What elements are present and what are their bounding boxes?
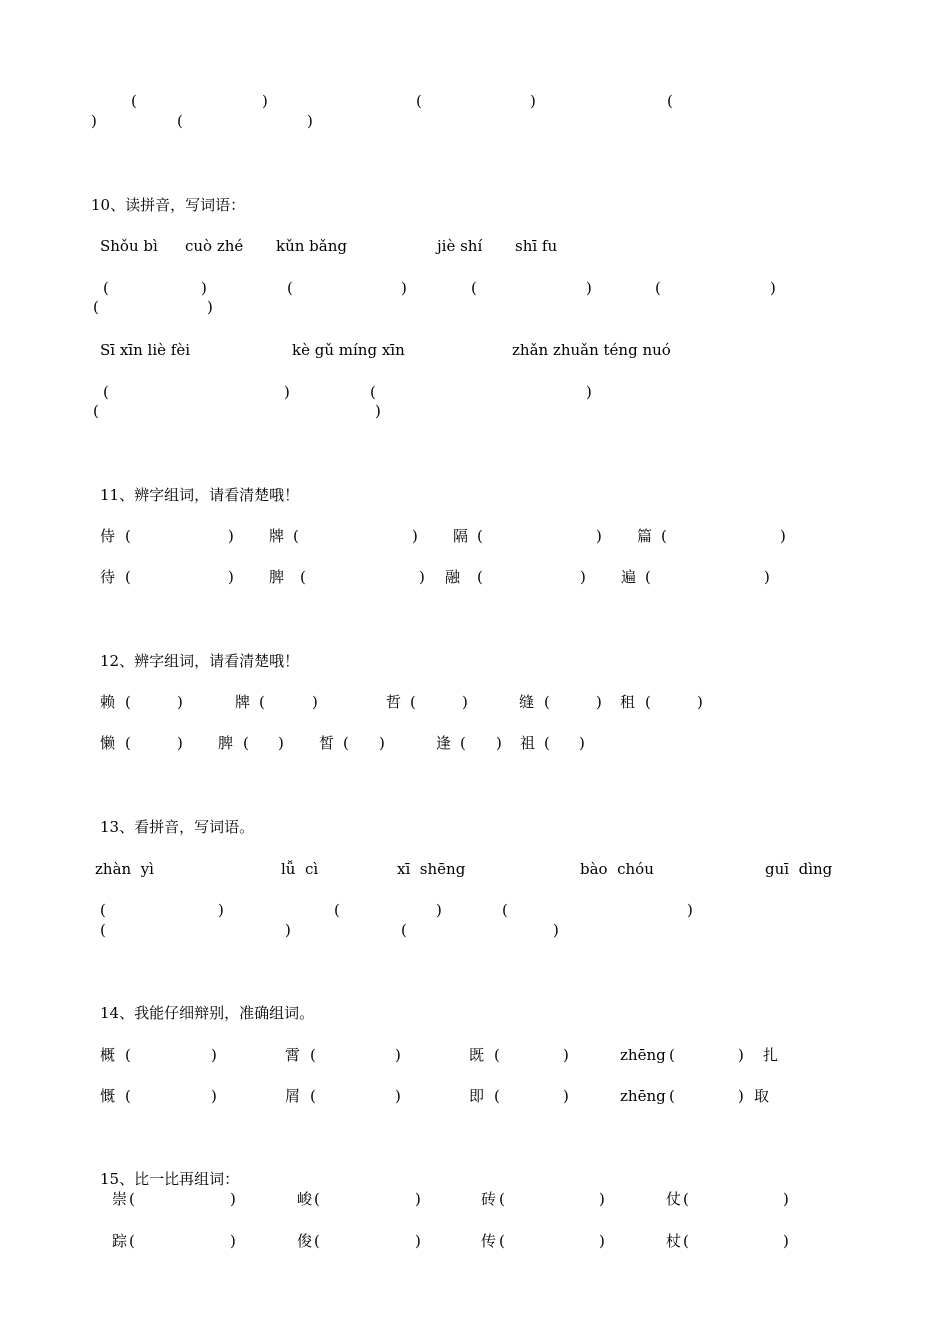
paren-open: ( bbox=[177, 112, 183, 130]
char: 脾 bbox=[269, 568, 285, 586]
pinyin: Sī xīn liè fèi bbox=[100, 341, 190, 359]
paren-open: ( bbox=[645, 568, 651, 586]
char: 仗 bbox=[666, 1190, 682, 1208]
question-title: 13、看拼音，写词语。 bbox=[100, 818, 255, 836]
char: 侍 bbox=[100, 527, 116, 545]
paren-close: ) bbox=[379, 734, 385, 752]
paren-close: ) bbox=[312, 693, 318, 711]
pinyin: jiè shí bbox=[437, 237, 483, 255]
paren-open: ( bbox=[293, 527, 299, 545]
char: 隔 bbox=[453, 527, 469, 545]
char: 皙 bbox=[319, 734, 335, 752]
char: 扎 bbox=[763, 1046, 779, 1064]
paren-open: ( bbox=[502, 901, 508, 919]
paren-open: ( bbox=[544, 734, 550, 752]
paren-close: ) bbox=[211, 1046, 217, 1064]
char: 踪 bbox=[112, 1232, 128, 1250]
paren-open: ( bbox=[100, 921, 106, 939]
paren-close: ) bbox=[284, 383, 290, 401]
paren-close: ) bbox=[307, 112, 313, 130]
paren-open: ( bbox=[494, 1046, 500, 1064]
pinyin: xī shēng bbox=[397, 860, 466, 878]
char: 霄 bbox=[285, 1046, 301, 1064]
paren-open: ( bbox=[314, 1232, 320, 1250]
paren-close: ) bbox=[496, 734, 502, 752]
char: 俊 bbox=[297, 1232, 313, 1250]
paren-close: ) bbox=[278, 734, 284, 752]
paren-open: ( bbox=[314, 1190, 320, 1208]
paren-close: ) bbox=[563, 1046, 569, 1064]
char: 遍 bbox=[621, 568, 637, 586]
paren-open: ( bbox=[683, 1190, 689, 1208]
paren-close: ) bbox=[177, 693, 183, 711]
pinyin: zhǎn zhuǎn téng nuó bbox=[512, 341, 671, 359]
paren-close: ) bbox=[415, 1232, 421, 1250]
paren-close: ) bbox=[230, 1190, 236, 1208]
paren-open: ( bbox=[499, 1232, 505, 1250]
char: 租 bbox=[620, 693, 636, 711]
paren-close: ) bbox=[580, 568, 586, 586]
pinyin: kè gǔ míng xīn bbox=[292, 341, 405, 359]
paren-close: ) bbox=[738, 1046, 744, 1064]
char: 砖 bbox=[481, 1190, 497, 1208]
char: 杖 bbox=[666, 1232, 682, 1250]
paren-close: ) bbox=[375, 402, 381, 420]
pinyin: guī dìng bbox=[765, 860, 833, 878]
paren-close: ) bbox=[563, 1087, 569, 1105]
char: 慨 bbox=[100, 1087, 116, 1105]
paren-close: ) bbox=[596, 693, 602, 711]
paren-open: ( bbox=[667, 92, 673, 110]
paren-open: ( bbox=[310, 1087, 316, 1105]
question-title: 12、辨字组词，请看清楚哦！ bbox=[100, 652, 300, 670]
char: 待 bbox=[100, 568, 116, 586]
question-title: 11、辨字组词，请看清楚哦！ bbox=[100, 486, 300, 504]
paren-close: ) bbox=[228, 527, 234, 545]
paren-open: ( bbox=[300, 568, 306, 586]
paren-close: ) bbox=[783, 1232, 789, 1250]
pinyin: cuò zhé bbox=[185, 237, 244, 255]
paren-open: ( bbox=[259, 693, 265, 711]
paren-open: ( bbox=[103, 383, 109, 401]
paren-close: ) bbox=[91, 112, 97, 130]
paren-close: ) bbox=[419, 568, 425, 586]
paren-close: ) bbox=[530, 92, 536, 110]
char: 赖 bbox=[100, 693, 116, 711]
paren-open: ( bbox=[287, 279, 293, 297]
paren-open: ( bbox=[645, 693, 651, 711]
pinyin: bào chóu bbox=[580, 860, 654, 878]
pinyin: kǔn bǎng bbox=[276, 237, 347, 255]
pinyin: shī fu bbox=[515, 237, 558, 255]
pinyin: Shǒu bì bbox=[100, 237, 158, 255]
paren-open: ( bbox=[683, 1232, 689, 1250]
question-title: 10、读拼音，写词语： bbox=[91, 196, 246, 214]
char: 脾 bbox=[218, 734, 234, 752]
paren-close: ) bbox=[401, 279, 407, 297]
char: 融 bbox=[445, 568, 461, 586]
paren-open: ( bbox=[661, 527, 667, 545]
paren-open: ( bbox=[103, 279, 109, 297]
paren-close: ) bbox=[412, 527, 418, 545]
paren-open: ( bbox=[125, 693, 131, 711]
paren-close: ) bbox=[177, 734, 183, 752]
paren-open: ( bbox=[477, 527, 483, 545]
paren-open: ( bbox=[125, 1087, 131, 1105]
paren-open: ( bbox=[129, 1190, 135, 1208]
paren-close: ) bbox=[687, 901, 693, 919]
paren-open: ( bbox=[401, 921, 407, 939]
paren-close: ) bbox=[228, 568, 234, 586]
char: 篇 bbox=[637, 527, 653, 545]
paren-open: ( bbox=[129, 1232, 135, 1250]
paren-open: ( bbox=[243, 734, 249, 752]
paren-open: ( bbox=[125, 568, 131, 586]
char: 屑 bbox=[285, 1087, 301, 1105]
paren-open: ( bbox=[669, 1046, 675, 1064]
char: 牌 bbox=[269, 527, 285, 545]
question-title: 15、比一比再组词： bbox=[100, 1170, 240, 1188]
paren-open: ( bbox=[477, 568, 483, 586]
paren-close: ) bbox=[207, 298, 213, 316]
paren-open: ( bbox=[494, 1087, 500, 1105]
paren-close: ) bbox=[262, 92, 268, 110]
paren-close: ) bbox=[770, 279, 776, 297]
paren-close: ) bbox=[285, 921, 291, 939]
char: 崇 bbox=[112, 1190, 128, 1208]
char: 祖 bbox=[520, 734, 536, 752]
paren-open: ( bbox=[471, 279, 477, 297]
paren-close: ) bbox=[436, 901, 442, 919]
paren-close: ) bbox=[395, 1087, 401, 1105]
paren-close: ) bbox=[783, 1190, 789, 1208]
paren-close: ) bbox=[553, 921, 559, 939]
paren-close: ) bbox=[201, 279, 207, 297]
char: 概 bbox=[100, 1046, 116, 1064]
paren-close: ) bbox=[596, 527, 602, 545]
paren-open: ( bbox=[499, 1190, 505, 1208]
pinyin: lǚ cì bbox=[281, 860, 319, 878]
paren-open: ( bbox=[410, 693, 416, 711]
paren-open: ( bbox=[125, 527, 131, 545]
paren-close: ) bbox=[599, 1190, 605, 1208]
paren-close: ) bbox=[599, 1232, 605, 1250]
paren-open: ( bbox=[93, 298, 99, 316]
paren-close: ) bbox=[230, 1232, 236, 1250]
paren-close: ) bbox=[579, 734, 585, 752]
char: 懒 bbox=[100, 734, 116, 752]
char: 缝 bbox=[519, 693, 535, 711]
paren-open: ( bbox=[100, 901, 106, 919]
paren-open: ( bbox=[544, 693, 550, 711]
paren-open: ( bbox=[310, 1046, 316, 1064]
char: 牌 bbox=[235, 693, 251, 711]
paren-close: ) bbox=[218, 901, 224, 919]
char: 即 bbox=[469, 1087, 485, 1105]
paren-open: ( bbox=[131, 92, 137, 110]
pinyin: zhēng bbox=[620, 1087, 666, 1105]
paren-close: ) bbox=[780, 527, 786, 545]
paren-open: ( bbox=[125, 1046, 131, 1064]
paren-close: ) bbox=[764, 568, 770, 586]
paren-close: ) bbox=[586, 279, 592, 297]
char: 逢 bbox=[436, 734, 452, 752]
char: 取 bbox=[754, 1087, 770, 1105]
pinyin: zhēng bbox=[620, 1046, 666, 1064]
char: 传 bbox=[481, 1232, 497, 1250]
paren-close: ) bbox=[738, 1087, 744, 1105]
paren-close: ) bbox=[586, 383, 592, 401]
paren-close: ) bbox=[415, 1190, 421, 1208]
paren-open: ( bbox=[125, 734, 131, 752]
char: 既 bbox=[469, 1046, 485, 1064]
paren-open: ( bbox=[343, 734, 349, 752]
paren-open: ( bbox=[460, 734, 466, 752]
pinyin: zhàn yì bbox=[95, 860, 154, 878]
question-title: 14、我能仔细辩别，准确组词。 bbox=[100, 1004, 315, 1022]
paren-open: ( bbox=[416, 92, 422, 110]
paren-open: ( bbox=[655, 279, 661, 297]
paren-open: ( bbox=[669, 1087, 675, 1105]
char: 哲 bbox=[386, 693, 402, 711]
paren-open: ( bbox=[370, 383, 376, 401]
paren-open: ( bbox=[334, 901, 340, 919]
paren-open: ( bbox=[93, 402, 99, 420]
paren-close: ) bbox=[395, 1046, 401, 1064]
paren-close: ) bbox=[211, 1087, 217, 1105]
paren-close: ) bbox=[697, 693, 703, 711]
char: 峻 bbox=[297, 1190, 313, 1208]
paren-close: ) bbox=[462, 693, 468, 711]
